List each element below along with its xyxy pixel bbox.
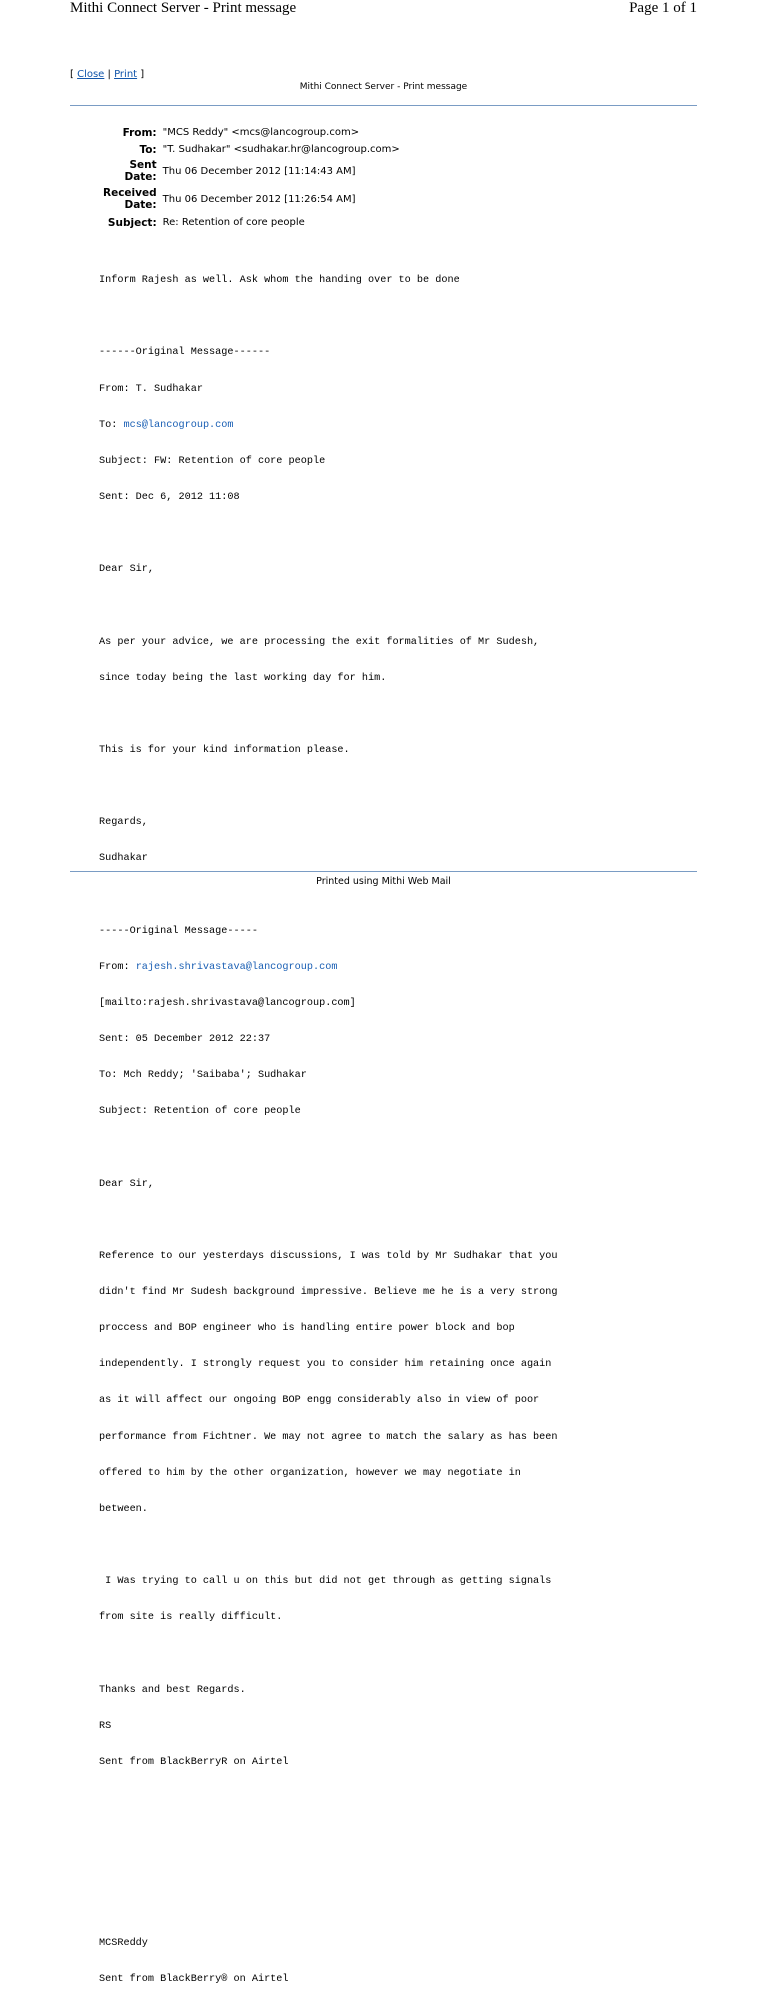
print-header	[70, 0, 697, 20]
body-line: offered to him by the other organization, however we may negotiate in	[99, 1467, 521, 1479]
body-line	[99, 889, 558, 901]
body-line: Sudhakar	[99, 853, 148, 865]
to-label: To:	[139, 143, 157, 156]
body-line	[99, 528, 558, 540]
from-label: From:	[122, 126, 157, 139]
header-row-received-date	[100, 184, 403, 214]
subject-value: Re: Retention of core people	[162, 217, 305, 228]
body-line	[99, 1648, 558, 1660]
body-line: Regards,	[99, 817, 148, 829]
received-date-label	[100, 184, 160, 214]
body-line: -----Original Message-----	[99, 925, 258, 937]
actions-close-bracket: ]	[137, 69, 145, 80]
body-line	[99, 1540, 558, 1552]
body-line: proccess and BOP engineer who is handling entire power block and bop	[99, 1323, 515, 1335]
body-line	[99, 600, 558, 612]
message-headers	[100, 124, 403, 231]
header-row-subject	[100, 214, 403, 231]
bottom-divider	[70, 871, 697, 872]
body-line: Inform Rajesh as well. Ask whom the handing over to be done	[99, 275, 460, 287]
header-row-from	[100, 124, 403, 141]
body-line	[99, 1215, 558, 1227]
body-line	[99, 1865, 558, 1877]
actions-separator: |	[104, 69, 115, 80]
header-row-sent-date	[100, 158, 403, 184]
body-line: from site is really difficult.	[99, 1612, 283, 1624]
body-line: performance from Fichtner. We may not agree to match the salary as has been	[99, 1431, 558, 1443]
body-line	[99, 962, 558, 974]
header-row-to	[100, 141, 403, 158]
body-line: RS	[99, 1720, 112, 1732]
body-line: didn't find Mr Sudesh background impressive. Believe me he is a very strong	[99, 1287, 558, 1299]
from-prefix: From:	[99, 961, 136, 973]
body-line: From: T. Sudhakar	[99, 383, 203, 395]
body-line: This is for your kind information please.	[99, 744, 350, 756]
to-prefix: To:	[99, 419, 124, 431]
print-header-page-number: Page 1 of 1	[629, 0, 697, 16]
body-line: ------Original Message------	[99, 347, 271, 359]
message-body	[99, 251, 558, 1998]
body-line: Subject: FW: Retention of core people	[99, 455, 326, 467]
body-line: Subject: Retention of core people	[99, 1106, 301, 1118]
received-label-line-1: Received	[103, 187, 157, 199]
body-line: independently. I strongly request you to consider him retaining once again	[99, 1359, 552, 1371]
to-value: "T. Sudhakar" <sudhakar.hr@lancogroup.com>	[162, 144, 400, 155]
body-line: Sent: 05 December 2012 22:37	[99, 1034, 271, 1046]
subject-label: Subject:	[107, 216, 157, 229]
body-line: Dear Sir,	[99, 1178, 155, 1190]
body-line: Dear Sir,	[99, 564, 155, 576]
body-line: I Was trying to call u on this but did not get through as getting signals	[99, 1576, 552, 1588]
sent-date-value: Thu 06 December 2012 [11:14:43 AM]	[162, 165, 356, 177]
footer-text: Printed using Mithi Web Mail	[316, 876, 451, 887]
body-line	[99, 1793, 558, 1805]
body-line	[99, 1142, 558, 1154]
top-divider	[70, 105, 697, 106]
print-header-title: Mithi Connect Server - Print message	[70, 0, 297, 16]
body-line: MCSReddy	[99, 1937, 148, 1949]
body-line	[99, 311, 558, 323]
body-line: since today being the last working day for him.	[99, 672, 387, 684]
sent-date-label: Sent Date:	[124, 159, 157, 183]
body-line: Reference to our yesterdays discussions, I was told by Mr Sudhakar that you	[99, 1250, 558, 1262]
body-line: Sent: Dec 6, 2012 11:08	[99, 491, 240, 503]
body-line	[99, 1829, 558, 1841]
email-link-rajesh[interactable]: rajesh.shrivastava@lancogroup.com	[135, 961, 338, 973]
actions-open-bracket: [	[70, 69, 78, 80]
received-label-line-2: Date:	[124, 199, 157, 211]
body-line	[99, 420, 558, 432]
body-line: To: Mch Reddy; 'Saibaba'; Sudhakar	[99, 1070, 307, 1082]
body-line: Sent from BlackBerryR on Airtel	[99, 1756, 289, 1768]
body-line: [mailto:rajesh.shrivastava@lancogroup.com]	[99, 997, 356, 1009]
email-link-mcs[interactable]: mcs@lancogroup.com	[123, 419, 234, 431]
page-title: Mithi Connect Server - Print message	[299, 82, 468, 92]
close-link[interactable]: Close	[77, 69, 105, 80]
body-line: between.	[99, 1503, 148, 1515]
message-actions	[70, 69, 144, 80]
body-line: Sent from BlackBerry® on Airtel	[99, 1973, 289, 1985]
body-line: Thanks and best Regards.	[99, 1684, 246, 1696]
body-line	[99, 1901, 558, 1913]
body-line	[99, 709, 558, 721]
body-line: as it will affect our ongoing BOP engg considerably also in view of poor	[99, 1395, 540, 1407]
received-date-value: Thu 06 December 2012 [11:26:54 AM]	[162, 193, 356, 205]
print-link[interactable]: Print	[114, 69, 138, 80]
body-line	[99, 781, 558, 793]
body-line: As per your advice, we are processing the exit formalities of Mr Sudesh,	[99, 636, 540, 648]
from-value: "MCS Reddy" <mcs@lancogroup.com>	[162, 127, 360, 138]
